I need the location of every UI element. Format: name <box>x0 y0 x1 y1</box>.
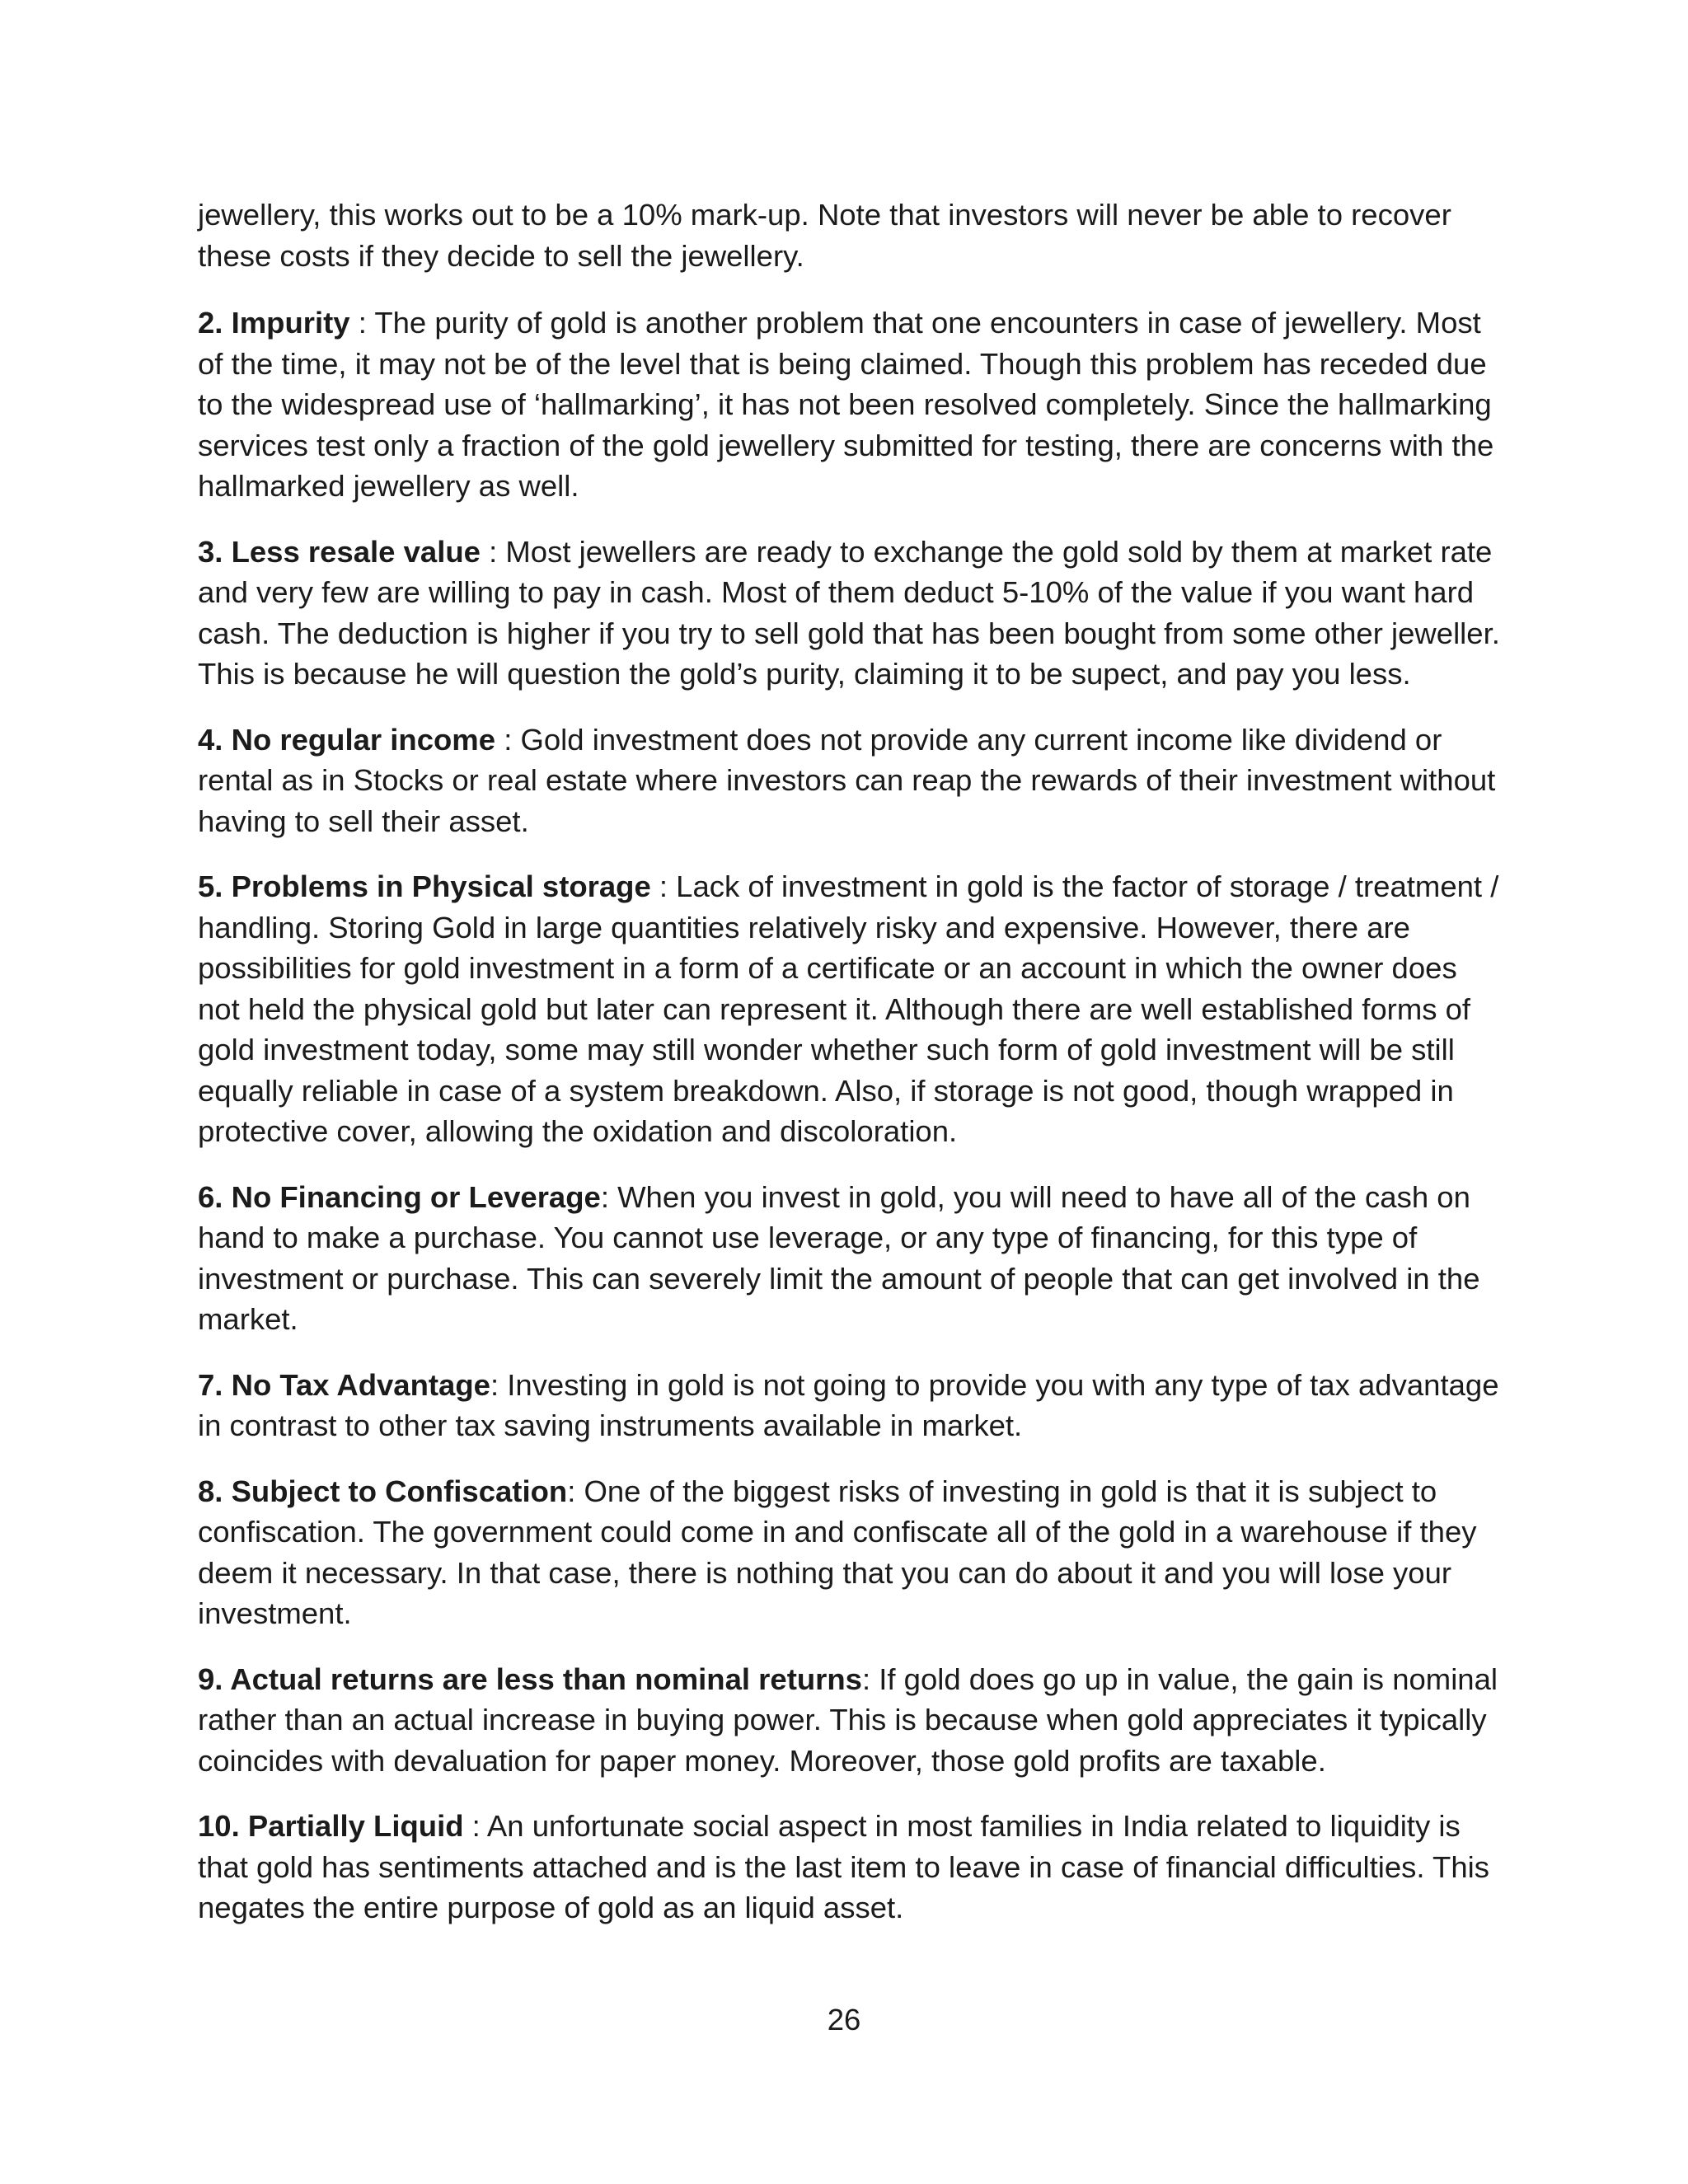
item-text: : When you invest in gold, you will need to have all of the cash on hand to make a purchase. You cannot use leverage, or any type of financing, for this type of investment or purchase. This can severely limit the amount of people that can get involved in the market. <box>198 1179 1480 1336</box>
item-heading: 5. Problems in Physical storage <box>198 869 651 903</box>
item-heading: 8. Subject to Confiscation <box>198 1474 568 1508</box>
item-heading: 2. Impurity <box>198 306 350 340</box>
item-text: : Investing in gold is not going to provide you with any type of tax advantage in contrast to other tax saving instruments available in market. <box>198 1367 1499 1442</box>
item-partially-liquid <box>198 1806 1500 1929</box>
item-heading: 9. Actual returns are less than nominal returns <box>198 1661 862 1696</box>
page-number: 26 <box>827 2003 861 2036</box>
item-heading: 4. No regular income <box>198 722 496 757</box>
item-no-regular-income <box>198 719 1500 842</box>
item-no-financing <box>198 1177 1500 1340</box>
item-heading: 10. Partially Liquid <box>198 1809 464 1843</box>
item-text: : An unfortunate social aspect in most families in India related to liquidity is that gold has sentiments attached and is the last item to leave in case of financial difficulties. This negates the entire purpose of gold as an liquid asset. <box>198 1809 1490 1924</box>
item-text: : If gold does go up in value, the gain is nominal rather than an actual increase in buying power. This is because when gold appreciates it typically coincides with devaluation for paper money. Moreover, those gold profits are taxable. <box>198 1661 1498 1778</box>
item-no-tax-advantage <box>198 1365 1500 1446</box>
page-body <box>198 194 1500 1953</box>
intro-paragraph: jewellery, this works out to be a 10% mark-up. Note that investors will never be able to recover these costs if they decide to sell the jewellery. <box>198 198 1451 273</box>
item-text: : Most jewellers are ready to exchange the gold sold by them at market rate and very few are willing to pay in cash. Most of them deduct 5-10% of the value if you want hard cash. The deduction is higher if you try to sell gold that has been bought from some other jeweller. This is because he will question the gold’s purity, claiming it to be supect, and pay you less. <box>198 534 1500 691</box>
item-confiscation <box>198 1471 1500 1634</box>
item-text: : One of the biggest risks of investing in gold is that it is subject to confiscation. The government could come in and confiscate all of the gold in a warehouse if they deem it necessary. In that case, there is nothing that you can do about it and you will lose your investment. <box>198 1474 1477 1630</box>
item-text: : Gold investment does not provide any current income like dividend or rental as in Stocks or real estate where investors can reap the rewards of their investment without having to sell their asset. <box>198 722 1496 838</box>
item-text: : The purity of gold is another problem that one encounters in case of jewellery. Most of the time, it may not be of the level that is being claimed. Though this problem has receded due to the widespread use of ‘hallmarking’, it has not been resolved completely. Since the hallmarking services test only a fraction of the gold jewellery submitted for testing, there are concerns with the hallmarked jewellery as well. <box>198 306 1494 503</box>
item-text: : Lack of investment in gold is the factor of storage / treatment / handling. Storing Gold in large quantities relatively risky and expensive. However, there are possibilities for gold investment in a form of a certificate or an account in which the owner does not held the physical gold but later can represent it. Although there are well established forms of gold investment today, some may still wonder whether such form of gold investment will be still equally reliable in case of a system breakdown. Also, if storage is not good, though wrapped in protective cover, allowing the oxidation and discoloration. <box>198 869 1499 1148</box>
item-physical-storage <box>198 866 1500 1152</box>
item-actual-returns <box>198 1659 1500 1782</box>
item-heading: 6. No Financing or Leverage <box>198 1179 601 1214</box>
item-heading: 7. No Tax Advantage <box>198 1367 490 1402</box>
item-heading: 3. Less resale value <box>198 534 481 569</box>
item-impurity <box>198 302 1500 507</box>
item-less-resale-value <box>198 532 1500 695</box>
